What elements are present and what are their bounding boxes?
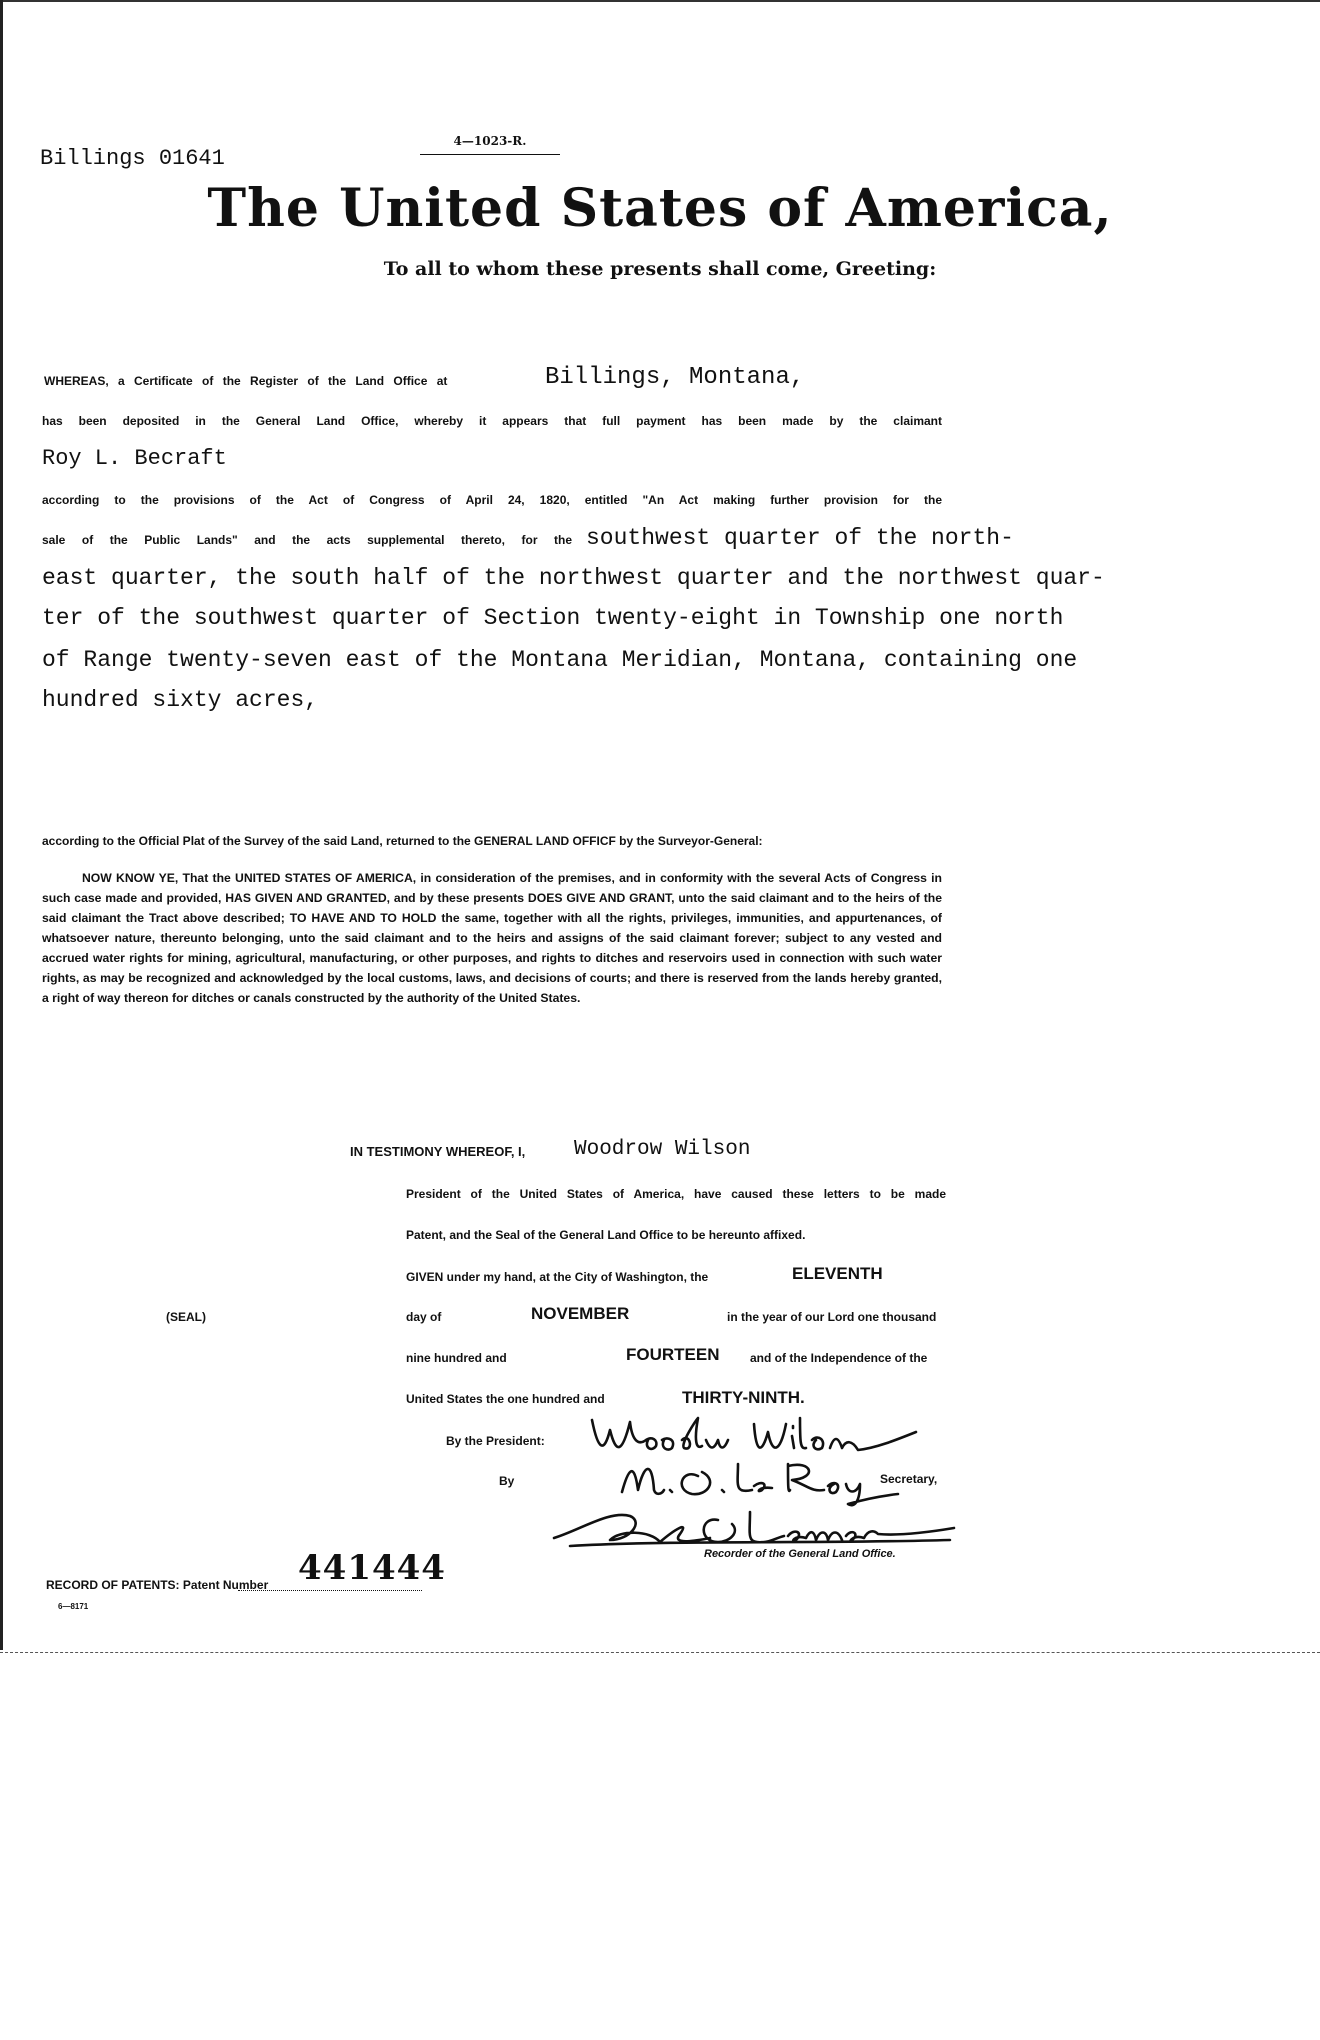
testimony-line: President of the United States of America, have caused these letters to be made <box>406 1187 946 1201</box>
record-of-patents-label: RECORD OF PATENTS: Patent Number <box>46 1578 269 1592</box>
document-title: The United States of America, <box>207 178 1113 239</box>
grant-clause-text: NOW KNOW YE, That the UNITED STATES OF AMERICA, in consideration of the premises, and in conformity with the several Acts of Congress in such case made and provided, HAS GIVEN AND GRANTED, and by these presents DOES GIVE AND GRANT, unto the said claimant and to the heirs of the said claimant the Tract above described; TO HAVE AND TO HOLD the same, together with all the rights, privileges, immunities, and appurtenances, of whatsoever nature, thereunto belonging, unto the said claimant and to the heirs and assigns of the said claimant forever; subject to any vested and accrued water rights for mining, agricultural, manufacturing, or other purposes, and rights to ditches and reservoirs used in connection with such water rights, as may be recognized and acknowledged by the local customs, laws, and decisions of courts; and there is reserved from the lands hereby granted, a right of way thereon for ditches or canals constructed by the authority of the United States. <box>42 871 942 1005</box>
act-clause-line: according to the provisions of the Act of Congress of April 24, 1820, entitled "An Act making further provision for the <box>42 493 942 507</box>
recorder-label: Recorder of the General Land Office. <box>704 1548 896 1560</box>
given-year: FOURTEEN <box>626 1345 720 1364</box>
president-name: Woodrow Wilson <box>574 1138 751 1161</box>
secretary-label: Secretary, <box>880 1472 938 1486</box>
testimony-label: IN TESTIMONY WHEREOF, I, <box>350 1144 526 1159</box>
grant-clause <box>42 868 942 1008</box>
testimony-line: Patent, and the Seal of the General Land Office to be hereunto affixed. <box>406 1228 806 1242</box>
tract-description-line: hundred sixty acres, <box>42 687 319 713</box>
greeting: To all to whom these presents shall come, Greeting: <box>383 258 937 280</box>
given-month: NOVEMBER <box>531 1304 630 1323</box>
tract-description-line: of Range twenty-seven east of the Montana Meridian, Montana, containing one <box>42 647 1078 673</box>
claimant-name: Roy L. Becraft <box>42 446 227 471</box>
seal-placeholder: (SEAL) <box>166 1310 206 1324</box>
land-office: Billings, Montana, <box>545 364 805 391</box>
testimony-line: day of <box>406 1310 442 1324</box>
page-left-edge <box>0 0 3 1650</box>
given-day: ELEVENTH <box>792 1264 883 1283</box>
tract-description-line: southwest quarter of the north- <box>586 525 1014 551</box>
whereas-clause: WHEREAS, a Certificate of the Register of the Land Office at <box>44 374 448 388</box>
testimony-line: and of the Independence of the <box>750 1351 928 1365</box>
print-code: 6—8171 <box>58 1602 89 1611</box>
testimony-line: United States the one hundred and <box>406 1392 605 1406</box>
testimony-line: GIVEN under my hand, at the City of Washington, the <box>406 1270 709 1284</box>
by-the-president-label: By the President: <box>446 1434 545 1448</box>
page-top-edge <box>0 0 1320 2</box>
tract-description-line: ter of the southwest quarter of Section twenty-eight in Township one north <box>42 605 1064 631</box>
plat-clause: according to the Official Plat of the Survey of the said Land, returned to the GENERAL LAND OFFICF by the Surveyor-General: <box>42 834 763 848</box>
tract-description-line: east quarter, the south half of the northwest quarter and the northwest quar- <box>42 565 1105 591</box>
form-number: 4—1023-R. <box>420 134 560 155</box>
serial-number: Billings 01641 <box>40 146 225 171</box>
by-label: By <box>499 1474 515 1488</box>
deposit-clause: has been deposited in the General Land Office, whereby it appears that full payment has been made by the claimant <box>42 414 942 428</box>
patent-number: 441444 <box>298 1548 446 1588</box>
act-clause-line: sale of the Public Lands" and the acts supplemental thereto, for the <box>42 533 572 547</box>
independence-year: THIRTY-NINTH. <box>682 1388 805 1407</box>
page-bottom-edge <box>0 1652 1320 1654</box>
testimony-line: nine hundred and <box>406 1351 507 1365</box>
testimony-line: in the year of our Lord one thousand <box>727 1310 937 1324</box>
patent-number-rule <box>238 1590 422 1591</box>
